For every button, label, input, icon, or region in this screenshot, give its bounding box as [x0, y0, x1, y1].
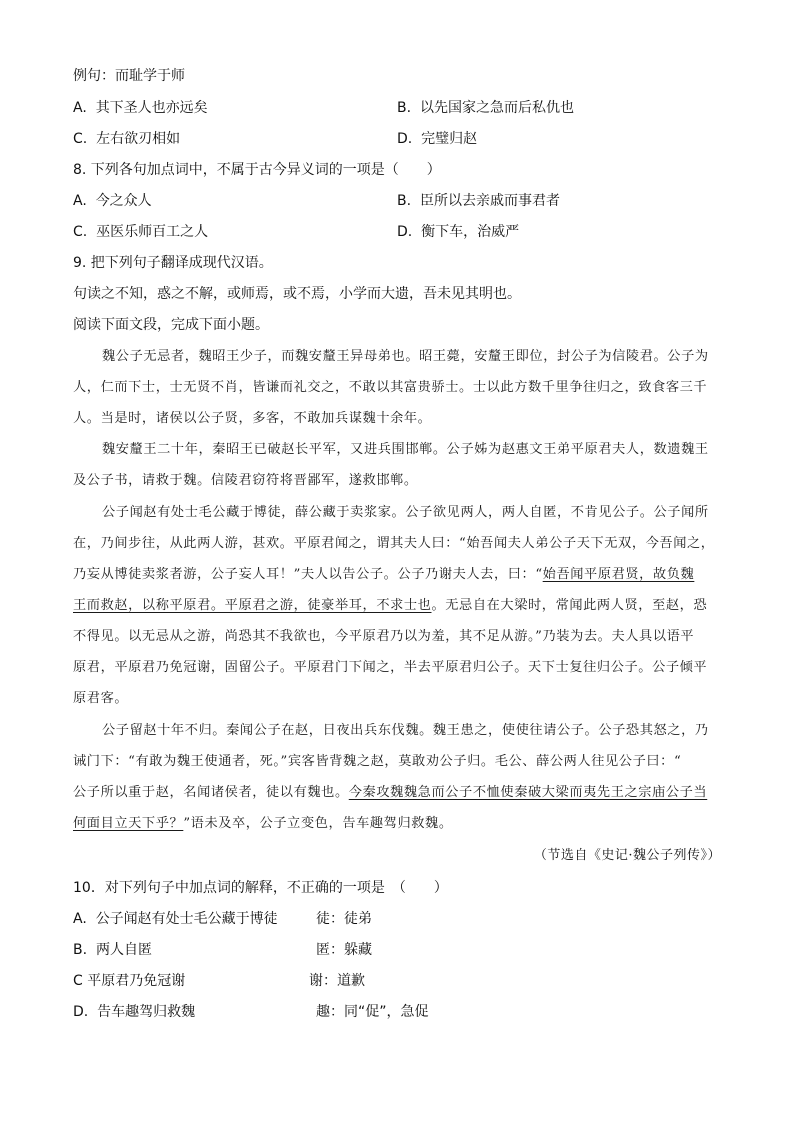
passage-line: 不得见。以无忌从之游，尚恐其不我欲也，今平原君乃以为羞，其不足从游。”乃装为去。夫人具以语平 [73, 629, 695, 644]
reading-instruction: 阅读下面文段，完成下面小题。 [73, 317, 269, 333]
option-label: D. [397, 224, 413, 240]
passage-line: 人。当是时，诸侯以公子贤，多客，不敢加兵谋魏十余年。 [73, 411, 432, 426]
passage-text: 公子所以重于赵，名闻诸侯者，徒以有魏也。 [73, 785, 349, 800]
passage-text: 。无忌自在大梁时，常闻此两人贤，至赵，恐 [431, 598, 708, 613]
passage-text: 乃妄从博徒卖浆者游，公子妄人耳！”夫人以告公子。公子乃谢夫人去，曰：“ [73, 567, 543, 582]
option-text: 以先国家之急而后私仇也 [419, 100, 574, 116]
passage-line: 魏公子无忌者，魏昭王少子，而魏安釐王异母弟也。昭王薨，安釐王即位，封公子为信陵君。公子为 [102, 349, 709, 364]
underlined-sentence: 今秦攻魏魏急而公子不恤使秦破大梁而夷先王之宗庙公子当 [348, 785, 708, 800]
option-label: B. [73, 942, 88, 958]
passage-line: 诫门下：“有敢为魏王使通者，死。”宾客皆背魏之赵，莫敢劝公子归。毛公、薛公两人往见公子曰：“ [73, 754, 682, 769]
q7-example: 例句：而耻学于师 [73, 68, 185, 84]
q7-option-c [73, 129, 180, 149]
option-text: 其下圣人也亦远矣 [95, 100, 208, 116]
q10-option-c [73, 971, 185, 991]
q9-stem: 9. 把下列句子翻译成现代汉语。 [73, 255, 273, 271]
q7-option-d [397, 129, 477, 149]
option-label: A. [73, 193, 87, 209]
option-text: 臣所以去亲戚而事君者 [419, 193, 560, 209]
option-label: C. [73, 224, 88, 240]
passage-line [73, 565, 721, 585]
option-label: D. [73, 1004, 89, 1020]
passage-source: （节选自《史记·魏公子列传》） [533, 848, 721, 863]
passage-line [73, 596, 721, 616]
q10-option-b [73, 940, 152, 960]
option-text: 衡下车，治威严 [421, 224, 520, 240]
passage-line [73, 783, 721, 803]
q10-option-c-gloss: 谢：道歉 [309, 973, 365, 989]
option-text: 巫医乐师百工之人 [96, 224, 209, 240]
q10-option-a-gloss: 徒：徒弟 [316, 911, 372, 927]
option-label: C [73, 973, 83, 989]
option-label: C. [73, 131, 88, 147]
q7-option-a [73, 98, 208, 118]
passage-line [73, 814, 721, 834]
passage-line: 及公子书，请救于魏。信陵君窃符将晋鄙军，遂救邯郸。 [73, 473, 418, 488]
passage-line: 魏安釐王二十年，秦昭王已破赵长平军，又进兵围邯郸。公子姊为赵惠文王弟平原君夫人，数遗魏王 [102, 442, 709, 457]
option-text: 今之众人 [95, 193, 152, 209]
passage-line: 在，乃间步往，从此两人游，甚欢。平原君闻之，谓其夫人曰：“始吾闻夫人弟公子天下无双，今吾闻之， [73, 536, 715, 551]
option-text: 两人自匿 [95, 942, 152, 958]
option-label: A. [73, 911, 87, 927]
q8-stem: 8. 下列各句加点词中，不属于古今异义词的一项是（ ） [73, 162, 441, 178]
q8-option-a [73, 191, 152, 211]
underlined-sentence: 何面目立天下乎？ [73, 816, 184, 831]
q10-option-a [73, 909, 278, 929]
q7-option-b [397, 98, 574, 118]
passage-line: 原君，平原君乃免冠谢，固留公子。平原君门下闻之，半去平原君归公子。天下士复往归公子。公子倾平 [73, 660, 708, 675]
q8-option-c [73, 222, 208, 242]
passage-line: 原君客。 [73, 691, 129, 706]
option-label: B. [397, 193, 412, 209]
passage-text: ”语未及卒，公子立变色，告车趣驾归救魏。 [183, 816, 453, 831]
option-text: 平原君乃免冠谢 [87, 973, 186, 989]
option-text: 左右欲刃相如 [96, 131, 181, 147]
passage-line: 公子闻赵有处士毛公藏于博徒，薛公藏于卖浆家。公子欲见两人，两人自匿，不肯见公子。公子闻所 [102, 505, 709, 520]
q10-stem: 10．对下列句子中加点词的解释，不正确的一项是 （ ） [73, 880, 448, 896]
underlined-sentence: 始吾闻平原君贤，故负魏 [542, 567, 695, 582]
q10-option-d [73, 1002, 195, 1022]
q10-option-d-gloss: 趣：同“促”，急促 [316, 1004, 429, 1020]
option-label: A. [73, 100, 87, 116]
option-text: 完璧归赵 [421, 131, 478, 147]
passage-line: 公子留赵十年不归。秦闻公子在赵，日夜出兵东伐魏。魏王患之，使使往请公子。公子恐其怒之，乃 [102, 723, 709, 738]
option-label: B. [397, 100, 412, 116]
option-label: D. [397, 131, 413, 147]
q8-option-b [397, 191, 560, 211]
underlined-sentence: 王而救赵，以称平原君。平原君之游，徒豪举耳，不求士也 [73, 598, 432, 613]
passage-line: 人，仁而下士，士无贤不肖，皆谦而礼交之，不敢以其富贵骄士。士以此方数千里争往归之，致食客三千 [73, 380, 708, 395]
q9-sentence: 句读之不知，惑之不解，或师焉，或不焉，小学而大遗，吾未见其明也。 [73, 286, 521, 302]
option-text: 公子闻赵有处士毛公藏于博徒 [95, 911, 278, 927]
q10-option-b-gloss: 匿：躲藏 [316, 942, 372, 958]
option-text: 告车趣驾归救魏 [97, 1004, 196, 1020]
q8-option-d [397, 222, 519, 242]
